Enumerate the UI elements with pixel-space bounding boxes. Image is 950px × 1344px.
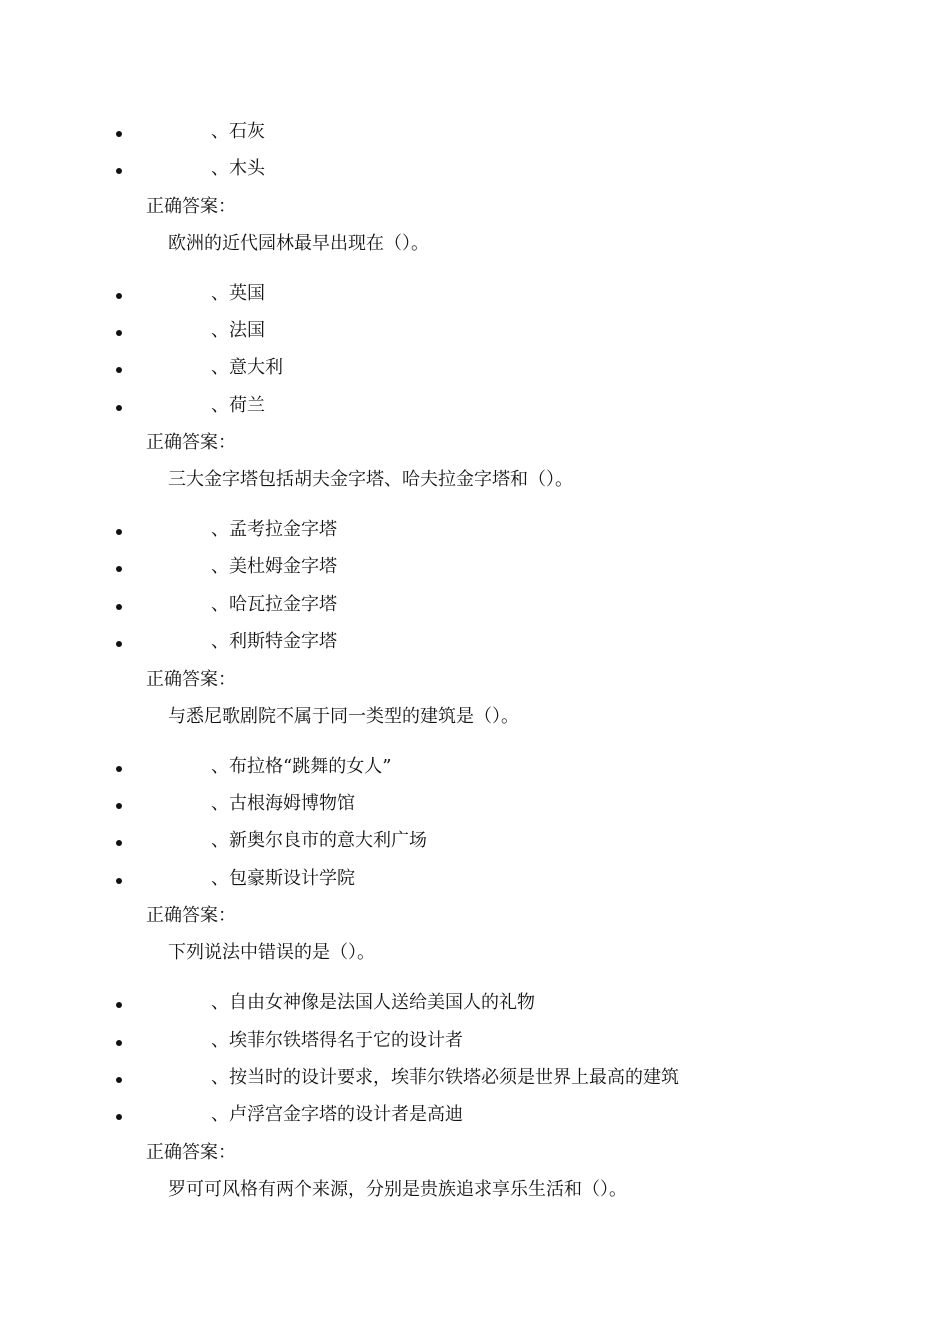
list-item <box>0 790 950 818</box>
question-text: 下列说法中错误的是（）。 <box>168 942 375 963</box>
bullet-icon <box>116 766 122 772</box>
answer-label: 正确答案： <box>146 905 236 926</box>
answer-line <box>0 193 950 221</box>
list-item <box>0 989 950 1017</box>
answer-line <box>0 1139 950 1167</box>
answer-label: 正确答案： <box>146 196 236 217</box>
bullet-icon <box>116 1077 122 1083</box>
question-text: 三大金字塔包括胡夫金字塔、哈夫拉金字塔和（）。 <box>168 469 573 490</box>
option-text: 、意大利 <box>211 357 283 378</box>
answer-line <box>0 902 950 930</box>
answer-label: 正确答案： <box>146 1142 236 1163</box>
list-item <box>0 1101 950 1129</box>
answer-label: 正确答案： <box>146 669 236 690</box>
question-line <box>0 466 950 494</box>
list-item <box>0 280 950 308</box>
option-text: 、英国 <box>211 283 265 304</box>
bullet-icon <box>116 840 122 846</box>
list-item <box>0 827 950 855</box>
list-item <box>0 155 950 183</box>
list-item <box>0 865 950 893</box>
question-line <box>0 939 950 967</box>
bullet-icon <box>116 168 122 174</box>
option-text: 、哈瓦拉金字塔 <box>211 594 337 615</box>
list-item <box>0 628 950 656</box>
option-text: 、荷兰 <box>211 395 265 416</box>
list-item <box>0 118 950 146</box>
bullet-icon <box>116 367 122 373</box>
option-text: 、卢浮宫金字塔的设计者是高迪 <box>211 1104 463 1125</box>
bullet-icon <box>116 641 122 647</box>
bullet-icon <box>116 1114 122 1120</box>
list-item <box>0 516 950 544</box>
option-text: 、包豪斯设计学院 <box>211 868 355 889</box>
option-text: 、孟考拉金字塔 <box>211 519 337 540</box>
option-text: 、古根海姆博物馆 <box>211 793 355 814</box>
option-text: 、新奥尔良市的意大利广场 <box>211 830 427 851</box>
question-line <box>0 703 950 731</box>
bullet-icon <box>116 330 122 336</box>
bullet-icon <box>116 529 122 535</box>
option-text: 、按当时的设计要求，埃菲尔铁塔必须是世界上最高的建筑 <box>211 1067 679 1088</box>
bullet-icon <box>116 604 122 610</box>
list-item <box>0 1064 950 1092</box>
question-line <box>0 1176 950 1204</box>
list-item <box>0 591 950 619</box>
option-text: 、美杜姆金字塔 <box>211 556 337 577</box>
question-text: 与悉尼歌剧院不属于同一类型的建筑是（）。 <box>168 706 519 727</box>
list-item <box>0 392 950 420</box>
list-item <box>0 1027 950 1055</box>
bullet-icon <box>116 131 122 137</box>
bullet-icon <box>116 293 122 299</box>
list-item <box>0 753 950 781</box>
question-line <box>0 230 950 258</box>
list-item <box>0 317 950 345</box>
list-item <box>0 553 950 581</box>
option-text: 、利斯特金字塔 <box>211 631 337 652</box>
answer-line <box>0 429 950 457</box>
bullet-icon <box>116 803 122 809</box>
option-text: 、自由女神像是法国人送给美国人的礼物 <box>211 992 535 1013</box>
bullet-icon <box>116 405 122 411</box>
bullet-icon <box>116 878 122 884</box>
bullet-icon <box>116 1040 122 1046</box>
question-text: 罗可可风格有两个来源，分别是贵族追求享乐生活和（）。 <box>168 1179 627 1200</box>
bullet-icon <box>116 566 122 572</box>
option-text: 、布拉格“跳舞的女人” <box>211 756 392 777</box>
answer-label: 正确答案： <box>146 432 236 453</box>
answer-line <box>0 666 950 694</box>
option-text: 、法国 <box>211 320 265 341</box>
option-text: 、石灰 <box>211 121 265 142</box>
option-text: 、埃菲尔铁塔得名于它的设计者 <box>211 1030 463 1051</box>
list-item <box>0 354 950 382</box>
bullet-icon <box>116 1002 122 1008</box>
question-text: 欧洲的近代园林最早出现在（）。 <box>168 233 429 254</box>
option-text: 、木头 <box>211 158 265 179</box>
